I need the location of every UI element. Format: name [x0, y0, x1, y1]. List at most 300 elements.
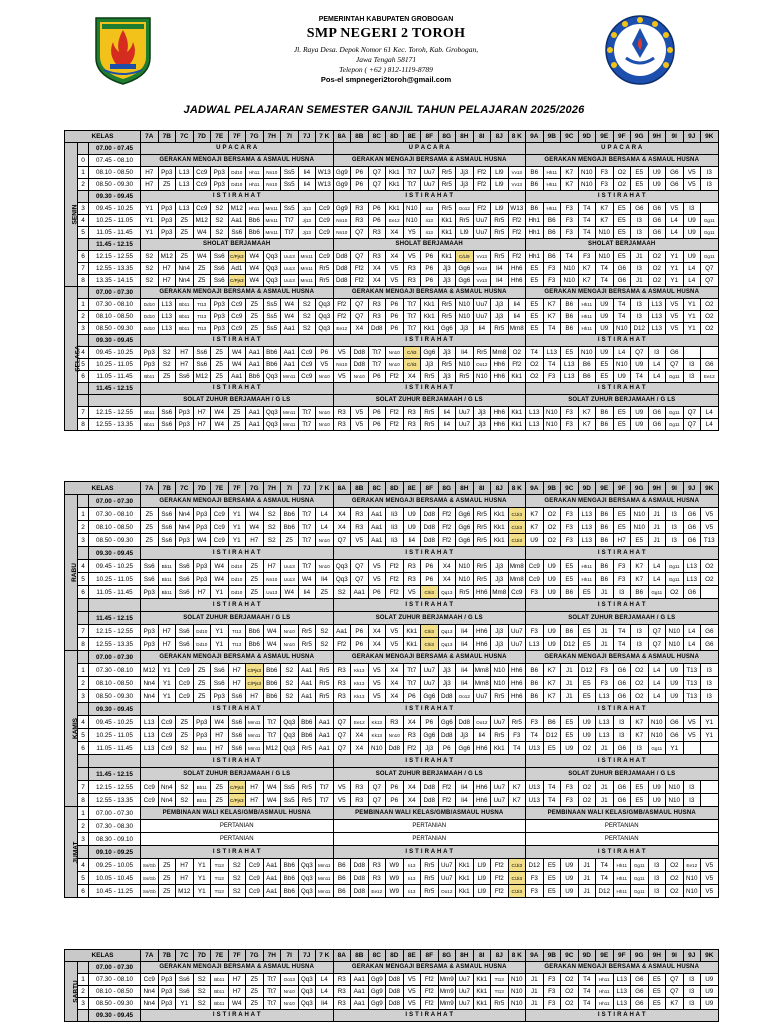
schedule-cell: U9 — [613, 371, 631, 383]
schedule-cell: B6 — [578, 359, 596, 371]
schedule-cell: U9 — [561, 872, 579, 885]
schedule-cell: Tt7 — [263, 716, 281, 729]
table-row — [65, 974, 719, 986]
schedule-cell: J1 — [631, 275, 649, 287]
schedule-cell: Y1 — [158, 677, 176, 690]
schedule-cell: Ff2 — [403, 742, 421, 755]
schedule-cell: Uu7 — [491, 781, 509, 794]
schedule-cell: J1 — [526, 986, 544, 998]
schedule-cell: Pp3 — [211, 311, 229, 323]
schedule-cell: Z5 — [246, 560, 264, 573]
schedule-cell: L13 — [158, 323, 176, 335]
schedule-cell: O2 — [631, 677, 649, 690]
period-number: 1 — [78, 807, 89, 820]
table-row — [65, 251, 719, 263]
schedule-cell: B6 — [578, 371, 596, 383]
period-time: 09.45 - 10.25 — [89, 716, 141, 729]
schedule-cell: Qq3 — [316, 299, 334, 311]
schedule-cell: Qq13 — [438, 638, 456, 651]
activity-band: GERAKAN MENGAJI BERSAMA & ASMAUL HUSNA — [141, 155, 334, 167]
schedule-cell: C/Ji3 — [508, 521, 526, 534]
schedule-cell: O2 — [543, 521, 561, 534]
schedule-cell: Qq3 — [263, 407, 281, 419]
schedule-cell: G6 — [683, 521, 701, 534]
period-number: 4 — [78, 347, 89, 359]
schedule-cell: L4 — [648, 677, 666, 690]
schedule-cell: Rr5 — [456, 215, 474, 227]
schedule-cell: Tt7 — [281, 215, 299, 227]
schedule-cell: B6 — [526, 167, 544, 179]
schedule-cell: I3 — [683, 359, 701, 371]
class-header-cell: 7F — [228, 131, 246, 143]
schedule-cell: B6 — [596, 560, 614, 573]
schedule-cell: Y1 — [141, 227, 159, 239]
schedule-cell: L4 — [316, 986, 334, 998]
schedule-cell: Mm11 — [298, 251, 316, 263]
class-header-cell: 8A — [333, 482, 351, 495]
schedule-cell: Ss5 — [281, 167, 299, 179]
schedule-cell: Ii4 — [456, 638, 474, 651]
schedule-cell: Ii4 — [508, 311, 526, 323]
schedule-cell: T4 — [543, 323, 561, 335]
class-header-cell: 7I — [281, 950, 299, 962]
period-number: 8 — [78, 638, 89, 651]
schedule-cell: Tt7 — [403, 664, 421, 677]
class-header-cell: 9I — [666, 482, 684, 495]
activity-band: SOLAT ZUHUR BERJAMAAH / G LS — [526, 395, 719, 407]
activity-band: I S T I R A H A T — [526, 383, 719, 395]
schedule-cell: F3 — [613, 573, 631, 586]
schedule-cell: Cc9 — [316, 215, 334, 227]
schedule-cell: E5 — [543, 872, 561, 885]
schedule-cell: S2 — [158, 347, 176, 359]
schedule-cell: Dd8 — [456, 716, 474, 729]
schedule-cell: Oo12 — [456, 203, 474, 215]
schedule-cell: Uu13 — [281, 251, 299, 263]
schedule-cell: Ff2 — [351, 263, 369, 275]
schedule-cell: K7 — [543, 664, 561, 677]
schedule-cell: Jj3 — [456, 167, 474, 179]
schedule-cell: Mm8 — [508, 323, 526, 335]
schedule-cell: F3 — [561, 794, 579, 807]
schedule-cell: Rr5 — [438, 167, 456, 179]
schedule-cell: Dd8 — [421, 534, 439, 547]
table-row — [65, 872, 719, 885]
schedule-cell: Cc9 — [316, 203, 334, 215]
schedule-cell: P6 — [351, 625, 369, 638]
schedule-cell: Rr5 — [473, 521, 491, 534]
schedule-cell: Cc9 — [228, 299, 246, 311]
activity-band: GERAKAN MENGAJI BERSAMA & ASMAUL HUSNA — [333, 287, 526, 299]
table-row — [65, 495, 719, 508]
schedule-cell: Ff2 — [491, 885, 509, 898]
schedule-cell: W4 — [211, 573, 229, 586]
schedule-cell: Z5 — [176, 251, 194, 263]
schedule-cell: Qq3 — [263, 263, 281, 275]
schedule-cell: P6 — [351, 638, 369, 651]
schedule-cell: Dd8 — [333, 263, 351, 275]
schedule-cell: L13 — [526, 419, 544, 431]
schedule-cell: Uu13 — [281, 573, 299, 586]
schedule-cell: Gg11 — [631, 859, 649, 872]
schedule-cell: Gg11 — [631, 885, 649, 898]
schedule-cell: Ss6 — [141, 560, 159, 573]
schedule-cell: Z5 — [193, 677, 211, 690]
period-time: 07.30 - 08.10 — [89, 299, 141, 311]
schedule-cell: Kk13 — [351, 664, 369, 677]
schedule-cell: F3 — [596, 167, 614, 179]
schedule-cell: W4 — [246, 263, 264, 275]
schedule-cell: Qq3 — [263, 275, 281, 287]
schedule-cell: Z5 — [246, 299, 264, 311]
schedule-cell: N10 — [596, 251, 614, 263]
schedule-cell: U9 — [701, 986, 719, 998]
schedule-cell: Y1 — [683, 323, 701, 335]
schedule-cell: G6 — [701, 359, 719, 371]
schedule-cell: Dd10 — [228, 560, 246, 573]
schedule-cell: T4 — [526, 347, 544, 359]
schedule-cell: H7 — [246, 690, 264, 703]
schedule-cell: E5 — [613, 508, 631, 521]
table-row — [65, 287, 719, 299]
schedule-cell: N10 — [403, 203, 421, 215]
schedule-cell: T4 — [613, 625, 631, 638]
schedule-cell: Q7 — [333, 729, 351, 742]
schedule-cell: Pp3 — [158, 986, 176, 998]
schedule-cell: Hh1 — [526, 227, 544, 239]
schedule-cell: I3 — [613, 716, 631, 729]
period-number: 7 — [78, 263, 89, 275]
schedule-cell: O2 — [631, 690, 649, 703]
activity-band: PEMBINAAN WALI KELAS/GMB/ASMAUL HUSNA — [141, 807, 334, 820]
schedule-cell: Cc9 — [158, 716, 176, 729]
schedule-cell: Ll9 — [491, 167, 509, 179]
schedule-cell: Dd8 — [386, 986, 404, 998]
schedule-cell: Pp3 — [158, 215, 176, 227]
schedule-cell: Dd8 — [421, 521, 439, 534]
schedule-cell: O2 — [666, 586, 684, 599]
schedule-cell: F3 — [596, 179, 614, 191]
period-number: 1 — [78, 167, 89, 179]
schedule-cell: Uu7 — [421, 677, 439, 690]
schedule-cell: Kk13 — [368, 716, 386, 729]
schedule-cell: C/Ji3 — [508, 885, 526, 898]
schedule-cell: M12 — [263, 742, 281, 755]
class-header-cell: 7J — [298, 950, 316, 962]
schedule-cell: X4 — [403, 371, 421, 383]
activity-band: I S T I R A H A T — [526, 547, 719, 560]
schedule-cell: U9 — [648, 167, 666, 179]
schedule-cell: Bb6 — [263, 690, 281, 703]
period-time: 09.45 - 10.25 — [89, 203, 141, 215]
schedule-cell: V5 — [683, 716, 701, 729]
activity-band: SHOLAT BERJAMAAH — [333, 239, 526, 251]
schedule-cell: Ll9 — [473, 872, 491, 885]
schedule-cell: Cc9 — [141, 974, 159, 986]
schedule-cell: Pp3 — [141, 625, 159, 638]
schedule-cell: P6 — [421, 716, 439, 729]
schedule-cell: R3 — [403, 407, 421, 419]
period-number: 6 — [78, 371, 89, 383]
schedule-cell: I3 — [613, 586, 631, 599]
schedule-cell: E5 — [578, 690, 596, 703]
class-header-cell: 9H — [648, 950, 666, 962]
schedule-cell: I3 — [648, 347, 666, 359]
schedule-cell: O2 — [666, 872, 684, 885]
schedule-cell: L13 — [648, 311, 666, 323]
schedule-cell: R3 — [368, 311, 386, 323]
schedule-cell: M12 — [141, 664, 159, 677]
schedule-cell: Kk1 — [456, 885, 474, 898]
schedule-cell: Y1 — [193, 872, 211, 885]
schedule-cell: U13 — [526, 781, 544, 794]
schedule-cell: E5 — [631, 534, 649, 547]
schedule-cell: Hh11 — [613, 859, 631, 872]
schedule-cell: Hh6 — [508, 690, 526, 703]
schedule-cell: Nn10 — [281, 625, 299, 638]
class-header-cell: 7D — [193, 950, 211, 962]
class-header-cell: 7D — [193, 482, 211, 495]
schedule-cell: T4 — [578, 215, 596, 227]
schedule-cell: Tt7 — [263, 986, 281, 998]
schedule-cell: U9 — [648, 794, 666, 807]
schedule-cell: P6 — [316, 347, 334, 359]
schedule-cell: Uu7 — [473, 299, 491, 311]
period-time: 07.00 - 07.30 — [89, 495, 141, 508]
schedule-cell: V5 — [666, 299, 684, 311]
activity-band: U P A C A R A — [141, 143, 334, 155]
period-number: 4 — [78, 560, 89, 573]
class-header-cell: 8I — [473, 131, 491, 143]
schedule-cell: V5 — [368, 560, 386, 573]
schedule-cell: W4 — [246, 251, 264, 263]
schedule-cell: Nn10 — [281, 986, 299, 998]
period-time: 11.05 - 11.45 — [89, 586, 141, 599]
schedule-cell: T4 — [596, 263, 614, 275]
schedule-cell: Hh11 — [596, 998, 614, 1010]
period-number: 3 — [78, 998, 89, 1010]
schedule-cell: Dd10 — [193, 638, 211, 651]
schedule-cell: W9 — [386, 872, 404, 885]
schedule-cell: Gg11 — [648, 586, 666, 599]
schedule-cell: Aa1 — [316, 729, 334, 742]
schedule-cell: Uu7 — [473, 690, 491, 703]
schedule-cell: Pp3 — [193, 729, 211, 742]
activity-band: I S T I R A H A T — [141, 703, 334, 716]
schedule-cell: O2 — [648, 251, 666, 263]
schedule-cell: Mm11 — [246, 742, 264, 755]
schedule-cell: B6 — [543, 227, 561, 239]
schedule-cell: F3 — [561, 215, 579, 227]
schedule-cell: Ii4 — [298, 179, 316, 191]
schedule-cell: Ff2 — [508, 359, 526, 371]
schedule-cell: H7 — [263, 560, 281, 573]
activity-band: GERAKAN MENGAJI BERSAMA & ASMAUL HUSNA — [333, 962, 526, 974]
schedule-cell: Kk1 — [491, 521, 509, 534]
schedule-cell: H7 — [141, 179, 159, 191]
class-header-cell: 7A — [141, 131, 159, 143]
schedule-cell: Pp3 — [141, 638, 159, 651]
schedule-cell: Z5 — [176, 729, 194, 742]
schedule-cell: S2 — [193, 974, 211, 986]
period-time: 08.50 - 09.30 — [89, 534, 141, 547]
schedule-cell: Q7 — [368, 179, 386, 191]
schedule-cell: Nn4 — [176, 275, 194, 287]
schedule-cell: G6 — [648, 227, 666, 239]
schedule-cell: S2 — [263, 508, 281, 521]
schedule-cell: U9 — [631, 407, 649, 419]
activity-band: GERAKAN MENGAJI BERSAMA & ASMAUL HUSNA — [526, 287, 719, 299]
schedule-cell: Ss6 — [211, 263, 229, 275]
period-number: 3 — [78, 833, 89, 846]
schedule-cell: I3 — [683, 998, 701, 1010]
schedule-cell: Tt7 — [298, 508, 316, 521]
schedule-cell: Bb11 — [176, 323, 194, 335]
schedule-cell: T4 — [526, 729, 544, 742]
schedule-cell: Ff2 — [386, 573, 404, 586]
schedule-cell: Ii13 — [403, 859, 421, 872]
schedule-cell: H7 — [228, 677, 246, 690]
schedule-cell: Nn10 — [316, 371, 334, 383]
schedule-cell: Ss6 — [176, 625, 194, 638]
activity-band: GERAKAN MENGAJI BERSAMA & ASMAUL HUSNA — [141, 495, 334, 508]
schedule-cell: Hh11 — [613, 872, 631, 885]
class-header-cell: 7H — [263, 950, 281, 962]
schedule-cell: H7 — [193, 586, 211, 599]
schedule-cell: Hh11 — [246, 167, 264, 179]
schedule-cell: Oo12 — [473, 716, 491, 729]
schedule-cell: F3 — [561, 227, 579, 239]
class-header-row — [65, 131, 719, 143]
schedule-cell: Ii3 — [386, 534, 404, 547]
schedule-cell: G6 — [613, 742, 631, 755]
activity-band: SOLAT ZUHUR BERJAMAAH / G LS — [333, 768, 526, 781]
schedule-cell: Tt7 — [368, 347, 386, 359]
schedule-cell: V5 — [333, 781, 351, 794]
schedule-cell: W4 — [211, 407, 229, 419]
schedule-cell: K7 — [526, 521, 544, 534]
schedule-cell: Kk1 — [438, 227, 456, 239]
schedule-cell: Bb11 — [158, 586, 176, 599]
schedule-cell: I3 — [631, 263, 649, 275]
schedule-cell: Qq3 — [298, 974, 316, 986]
schedule-cell: Dd8 — [351, 359, 369, 371]
schedule-cell: Tt13 — [211, 872, 229, 885]
schedule-cell: Kk1 — [386, 179, 404, 191]
schedule-cell: K7 — [543, 311, 561, 323]
schedule-cell: P6 — [421, 251, 439, 263]
schedule-cell: Ll9 — [456, 227, 474, 239]
schedule-cell: Jj3 — [438, 371, 456, 383]
schedule-cell: I3 — [666, 521, 684, 534]
schedule-cell: Dd8 — [386, 974, 404, 986]
schedule-cell: Nn10 — [281, 998, 299, 1010]
schedule-cell: Tt7 — [403, 311, 421, 323]
schedule-cell: Tt7 — [316, 781, 334, 794]
schedule-cell: Y1 — [158, 664, 176, 677]
class-header-cell: 8F — [421, 131, 439, 143]
schedule-cell: Kk1 — [491, 742, 509, 755]
schedule-cell: Y1 — [701, 716, 719, 729]
schedule-cell: B6 — [526, 664, 544, 677]
table-row — [65, 191, 719, 203]
table-row — [65, 179, 719, 191]
schedule-cell: I3 — [631, 638, 649, 651]
schedule-cell: Jj3 — [491, 311, 509, 323]
period-number: 3 — [78, 534, 89, 547]
schedule-cell: N10 — [631, 521, 649, 534]
schedule-cell: Dd10 — [141, 299, 159, 311]
schedule-cell: S2 — [211, 215, 229, 227]
schedule-cell — [701, 203, 719, 215]
schedule-cell: Pp3 — [176, 419, 194, 431]
schedule-cell: O2 — [701, 573, 719, 586]
schedule-cell: J1 — [578, 859, 596, 872]
schedule-cell: N10 — [648, 716, 666, 729]
schedule-cell: Tt7 — [263, 729, 281, 742]
schedule-cell: Rr5 — [298, 625, 316, 638]
schedule-cell: O2 — [701, 560, 719, 573]
schedule-cell: W4 — [281, 586, 299, 599]
table-row — [65, 143, 719, 155]
period-number: 3 — [78, 203, 89, 215]
schedule-cell: Hh11 — [543, 179, 561, 191]
schedule-cell: N10 — [403, 215, 421, 227]
schedule-cell: S2 — [298, 311, 316, 323]
class-header-cell: 7A — [141, 950, 159, 962]
schedule-cell: H7 — [246, 534, 264, 547]
table-row — [65, 508, 719, 521]
address-line-2: Jawa Tengah 58171 — [355, 55, 417, 64]
schedule-cell: Gg11 — [701, 251, 719, 263]
day-label-text: KAMIS — [71, 718, 79, 739]
class-header-cell: 8H — [456, 950, 474, 962]
period-number: 6 — [78, 885, 89, 898]
schedule-cell: S2 — [281, 690, 299, 703]
schedule-cell: N10 — [613, 359, 631, 371]
schedule-cell: F3 — [561, 419, 579, 431]
period-time: 09.30 - 09.45 — [89, 703, 141, 716]
schedule-cell: Qq3 — [263, 371, 281, 383]
schedule-cell: L13 — [613, 986, 631, 998]
schedule-cell: Ss6 — [176, 638, 194, 651]
class-header-cell: 8A — [333, 131, 351, 143]
activity-band: GERAKAN MENGAJI BERSAMA & ASMAUL HUSNA — [526, 155, 719, 167]
schedule-cell: Aa1 — [228, 371, 246, 383]
activity-band: I S T I R A H A T — [141, 1010, 334, 1022]
schedule-cell: H7 — [158, 263, 176, 275]
schedule-cell: O2 — [543, 508, 561, 521]
schedule-cell: W4 — [263, 638, 281, 651]
schedule-cell: Nn4 — [176, 521, 194, 534]
activity-band: GERAKAN MENGAJI BERSAMA & ASMAUL HUSNA — [333, 495, 526, 508]
schedule-cell: Ff2 — [333, 311, 351, 323]
day-label-text: SELASA — [74, 345, 82, 372]
schedule-cell: Uu13 — [263, 586, 281, 599]
schedule-cell: Dd8 — [438, 729, 456, 742]
schedule-cell: Dd8 — [351, 859, 369, 872]
schedule-cell: Pp3 — [176, 534, 194, 547]
schedule-cell: R3 — [351, 215, 369, 227]
table-row — [65, 781, 719, 794]
schedule-cell: Y1 — [666, 263, 684, 275]
schedule-cell: V5 — [683, 179, 701, 191]
schedule-cell: Gg9 — [333, 179, 351, 191]
class-header-cell: 9F — [613, 950, 631, 962]
schedule-cell: Z5 — [141, 521, 159, 534]
schedule-cell: P6 — [351, 179, 369, 191]
schedule-cell: E5 — [613, 215, 631, 227]
